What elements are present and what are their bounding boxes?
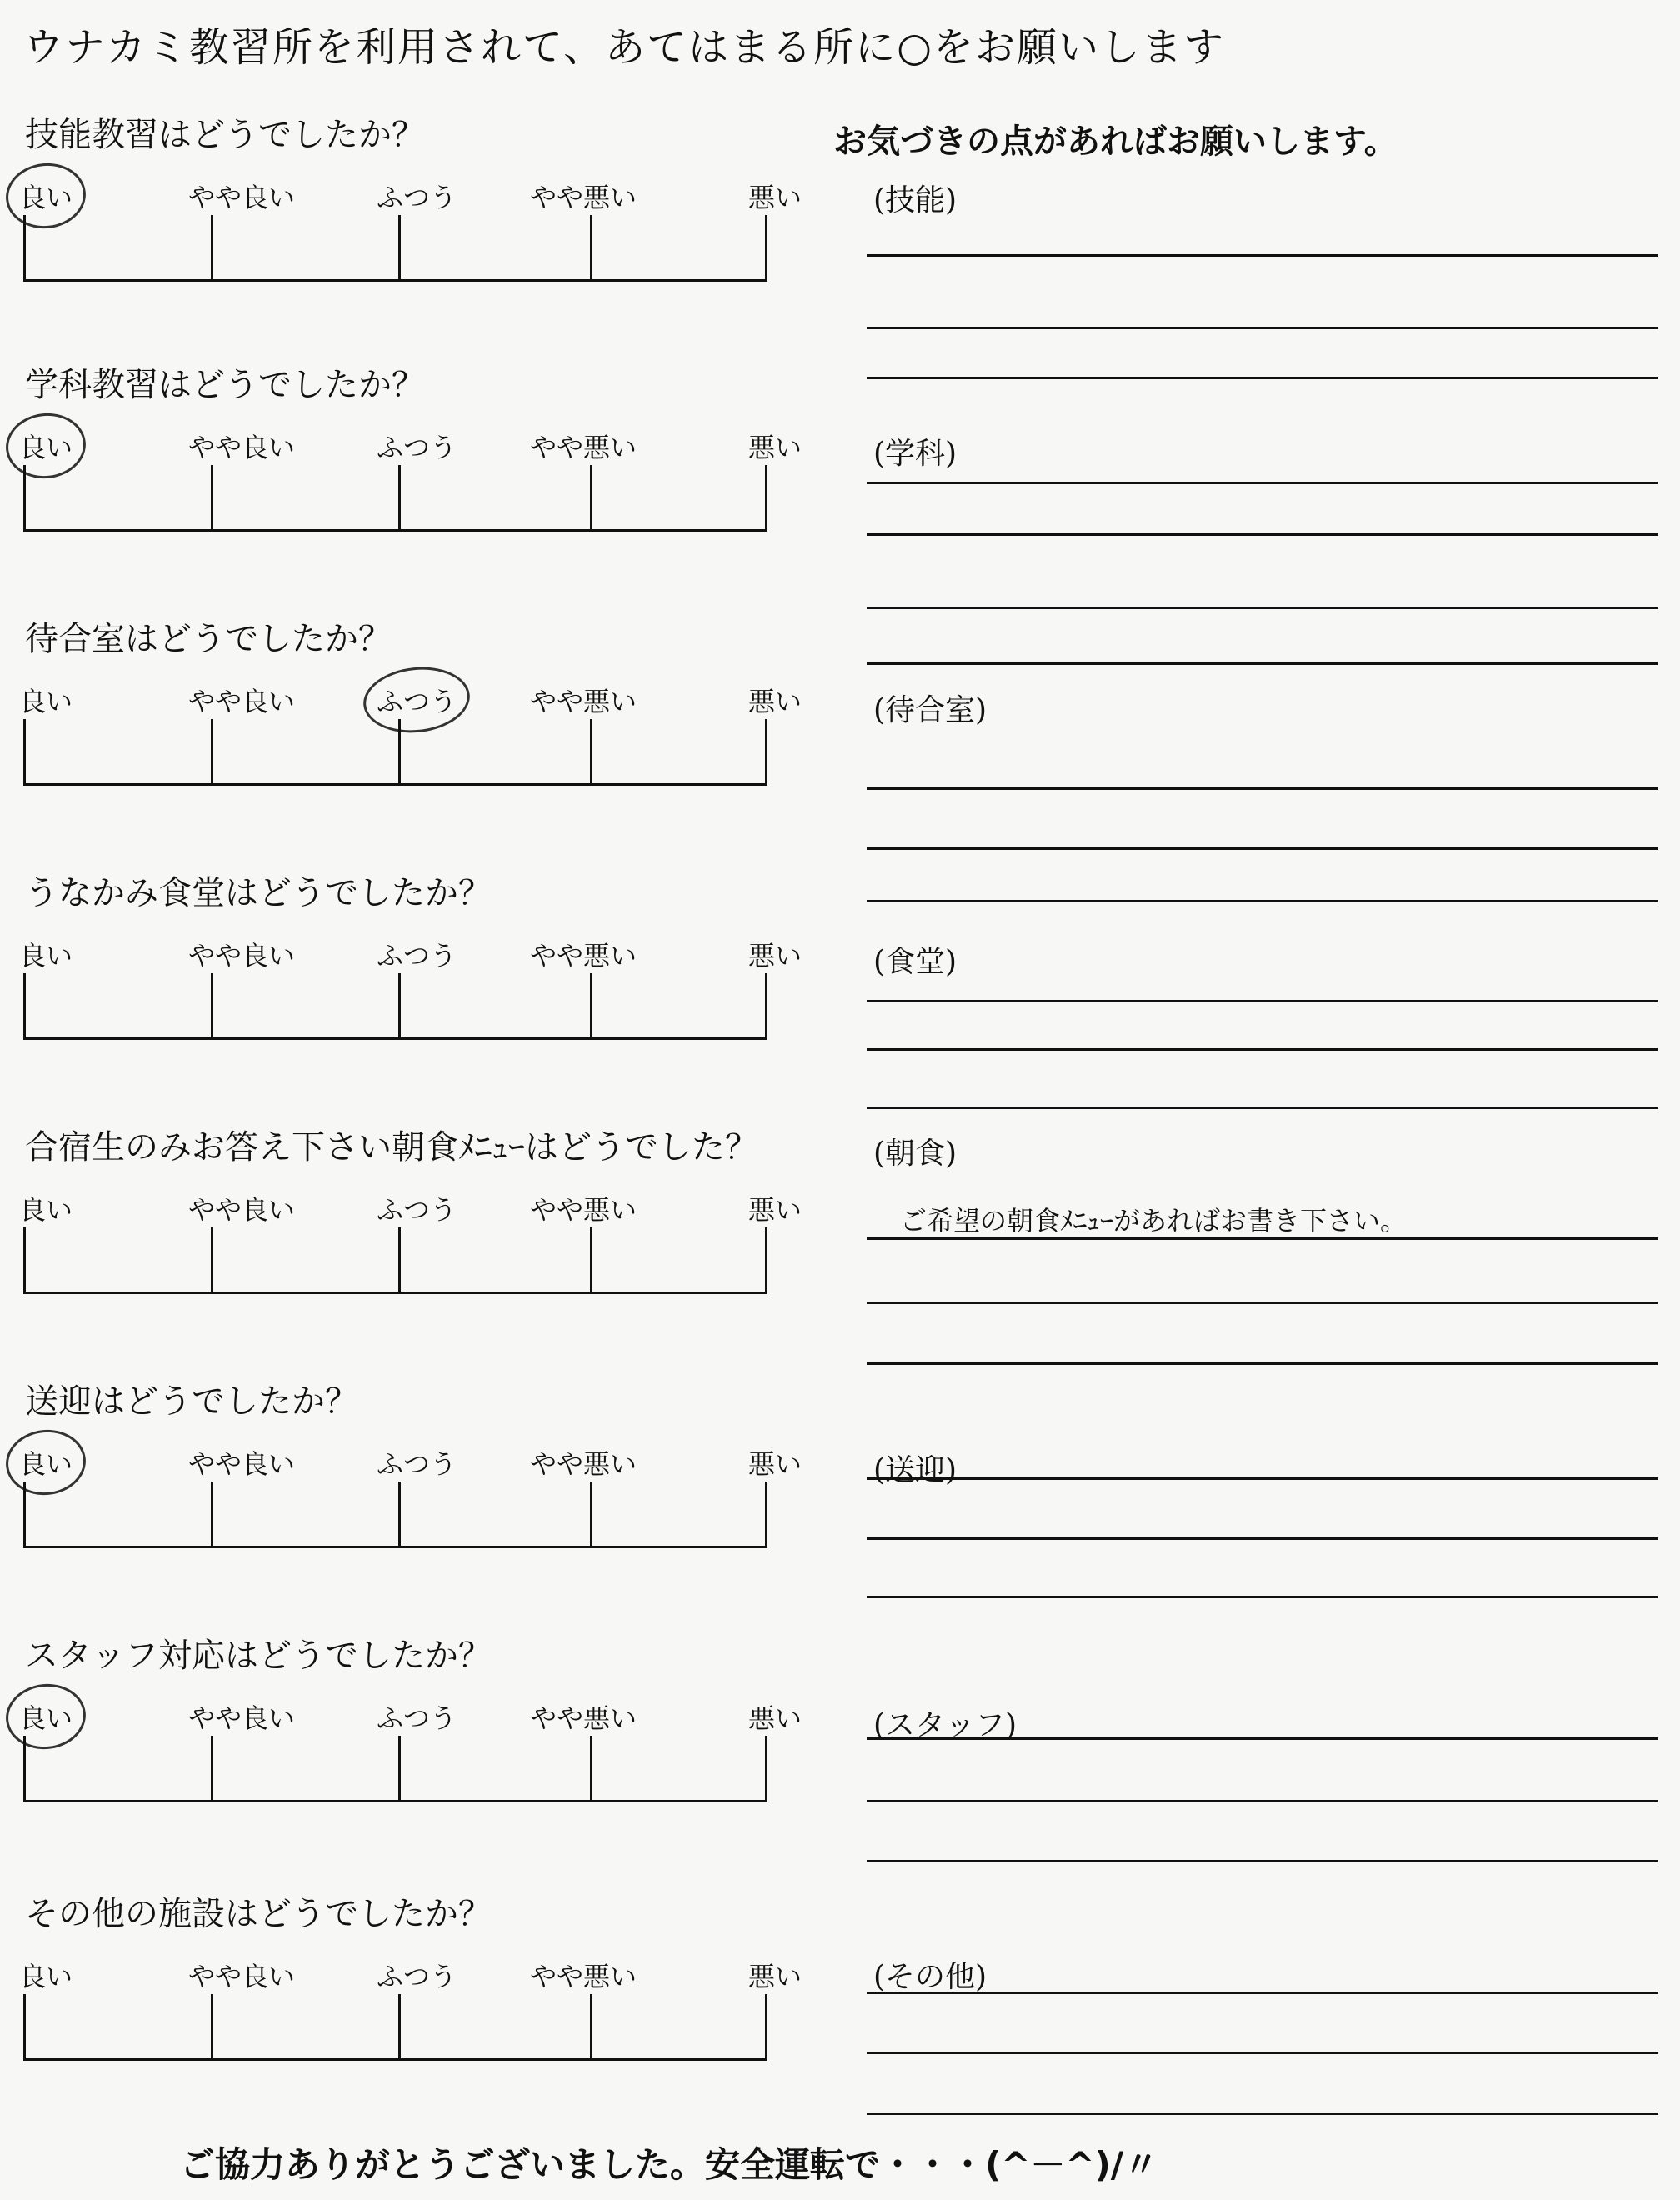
scale-baseline	[23, 1038, 765, 1040]
comment-writing-line[interactable]	[867, 607, 1658, 609]
comments-heading: お気づきの点があればお願いします。	[833, 122, 1398, 161]
rating-option[interactable]: ふつう	[376, 1961, 458, 1992]
scale-divider	[211, 465, 213, 532]
question-section	[0, 1121, 833, 1371]
rating-option[interactable]: 悪い	[748, 1702, 802, 1734]
scale-divider	[765, 719, 768, 786]
comment-writing-line[interactable]	[867, 2112, 1658, 2115]
scale-divider	[398, 1228, 401, 1294]
scale-divider	[23, 1228, 26, 1294]
scale-divider	[590, 215, 592, 282]
comment-writing-line[interactable]	[867, 788, 1658, 790]
question-text: 技能教習はどうでしたか？	[25, 116, 425, 154]
scale-divider	[23, 1482, 26, 1548]
question-section	[0, 1888, 833, 2138]
scale-divider	[211, 973, 213, 1040]
scale-divider	[211, 1228, 213, 1294]
rating-option[interactable]: やや悪い	[529, 432, 638, 463]
rating-option[interactable]: 良い	[19, 1698, 72, 1736]
question-section	[0, 358, 833, 608]
comment-writing-line[interactable]	[867, 900, 1658, 902]
comment-writing-line[interactable]	[867, 1478, 1658, 1480]
footer-thanks: ご協力ありがとうございました。安全運転で・・・(^－^)/〃	[180, 2144, 1159, 2185]
comment-label: (技能)	[873, 183, 958, 218]
rating-option[interactable]: 良い	[18, 686, 73, 718]
comment-writing-line[interactable]	[867, 533, 1658, 536]
comment-writing-line[interactable]	[867, 254, 1658, 257]
rating-option[interactable]: ふつう	[376, 1194, 458, 1226]
question-text: 待合室はどうでしたか？	[25, 620, 392, 658]
scale-divider	[590, 1482, 592, 1548]
rating-scale-boxes	[23, 215, 765, 282]
rating-option[interactable]: やや悪い	[529, 1961, 638, 1992]
question-text: 合宿生のみお答え下さい朝食ﾒﾆｭｰはどうでした？	[25, 1128, 758, 1167]
rating-scale-boxes	[23, 1482, 765, 1548]
scale-baseline	[23, 529, 765, 532]
rating-option[interactable]: やや良い	[188, 1702, 296, 1734]
scale-divider	[398, 973, 401, 1040]
rating-scale-boxes	[23, 1228, 765, 1294]
rating-option[interactable]: ふつう	[376, 432, 458, 463]
comment-label: (待合室)	[873, 693, 988, 728]
rating-option[interactable]: やや悪い	[529, 1702, 638, 1734]
comment-writing-line[interactable]	[867, 1302, 1658, 1304]
scale-divider	[590, 1994, 592, 2061]
scale-baseline	[23, 1800, 765, 1802]
rating-scale-boxes	[23, 1736, 765, 1802]
rating-option[interactable]: やや悪い	[529, 686, 638, 718]
rating-option[interactable]: やや悪い	[529, 182, 638, 213]
rating-option[interactable]: 良い	[18, 940, 73, 972]
rating-option[interactable]: 悪い	[748, 686, 802, 718]
comment-label: (朝食)	[873, 1137, 958, 1171]
rating-option[interactable]: 良い	[18, 1961, 73, 1992]
scale-divider	[23, 719, 26, 786]
scale-divider	[211, 215, 213, 282]
scale-divider	[23, 1736, 26, 1802]
scale-divider	[765, 1736, 768, 1802]
scale-divider	[211, 1736, 213, 1802]
question-text: 学科教習はどうでしたか？	[25, 366, 425, 404]
question-section	[0, 867, 833, 1117]
comment-writing-line[interactable]	[867, 1596, 1658, 1598]
scale-baseline	[23, 783, 765, 786]
scale-divider	[23, 973, 26, 1040]
form-title: ウナカミ教習所を利用されて、あてはまる所に○をお願いします	[23, 24, 1225, 71]
comment-label: (食堂)	[873, 945, 958, 979]
rating-scale-boxes	[23, 1994, 765, 2061]
scale-divider	[590, 1736, 592, 1802]
comment-writing-line[interactable]	[867, 848, 1658, 850]
rating-scale-boxes	[23, 973, 765, 1040]
breakfast-menu-prompt: ご希望の朝食ﾒﾆｭｰがあればお書き下さい。	[900, 1205, 1408, 1237]
rating-option[interactable]: ふつう	[377, 681, 457, 719]
scale-baseline	[23, 1292, 765, 1294]
scale-baseline	[23, 1546, 765, 1548]
scale-divider	[590, 1228, 592, 1294]
scale-divider	[590, 973, 592, 1040]
rating-scale-boxes	[23, 719, 765, 786]
rating-option[interactable]: やや良い	[188, 1194, 296, 1226]
question-text: その他の施設はどうでしたか？	[25, 1895, 492, 1933]
scale-divider	[398, 1736, 401, 1802]
comment-writing-line[interactable]	[867, 1538, 1658, 1540]
rating-option[interactable]: やや良い	[188, 182, 296, 213]
rating-option[interactable]: やや良い	[188, 1448, 296, 1480]
comment-writing-line[interactable]	[867, 1362, 1658, 1365]
rating-option[interactable]: やや良い	[188, 686, 296, 718]
rating-option[interactable]: ふつう	[376, 182, 458, 213]
scale-divider	[211, 719, 213, 786]
rating-option[interactable]: ふつう	[376, 940, 458, 972]
rating-option[interactable]: ふつう	[376, 1702, 458, 1734]
comment-label: (送迎)	[873, 1453, 958, 1488]
scale-divider	[398, 719, 401, 786]
question-section	[0, 1629, 833, 1879]
rating-option[interactable]: 良い	[19, 427, 72, 465]
rating-option[interactable]: 悪い	[748, 182, 802, 213]
rating-option[interactable]: 悪い	[748, 1961, 802, 1992]
comment-writing-line[interactable]	[867, 1000, 1658, 1002]
comment-writing-line[interactable]	[867, 1048, 1658, 1051]
comment-writing-line[interactable]	[867, 2052, 1658, 2054]
comment-writing-line[interactable]	[867, 1238, 1658, 1240]
scale-divider	[398, 1482, 401, 1548]
scale-divider	[211, 1482, 213, 1548]
rating-option[interactable]: やや良い	[188, 940, 296, 972]
question-section	[0, 108, 833, 358]
scale-divider	[211, 1994, 213, 2061]
scale-divider	[23, 1994, 26, 2061]
scale-divider	[398, 215, 401, 282]
rating-option[interactable]: やや良い	[188, 432, 296, 463]
question-text: うなかみ食堂はどうでしたか？	[25, 874, 492, 912]
comment-writing-line[interactable]	[867, 327, 1658, 329]
scale-divider	[765, 215, 768, 282]
question-section	[0, 612, 833, 862]
scale-divider	[765, 1482, 768, 1548]
scale-baseline	[23, 2058, 765, 2061]
rating-option[interactable]: ふつう	[376, 1448, 458, 1480]
comment-writing-line[interactable]	[867, 1860, 1658, 1862]
rating-option[interactable]: 悪い	[748, 1194, 802, 1226]
scale-divider	[765, 465, 768, 532]
rating-option[interactable]: やや良い	[188, 1961, 296, 1992]
scale-divider	[398, 465, 401, 532]
question-text: 送迎はどうでしたか？	[25, 1382, 358, 1421]
comment-writing-line[interactable]	[867, 1107, 1658, 1109]
comment-label: (学科)	[873, 437, 958, 471]
scale-divider	[765, 973, 768, 1040]
rating-option[interactable]: 良い	[19, 177, 72, 215]
scale-divider	[765, 1228, 768, 1294]
rating-option[interactable]: やや悪い	[529, 940, 638, 972]
comment-label: (スタッフ)	[873, 1708, 1018, 1742]
comment-label: (その他)	[873, 1960, 988, 1994]
question-section	[0, 1375, 833, 1625]
comment-writing-line[interactable]	[867, 1800, 1658, 1802]
rating-scale-boxes	[23, 465, 765, 532]
comment-writing-line[interactable]	[867, 377, 1658, 379]
scale-divider	[765, 1994, 768, 2061]
scale-divider	[398, 1994, 401, 2061]
question-text: スタッフ対応はどうでしたか？	[25, 1637, 492, 1675]
scale-divider	[590, 465, 592, 532]
scale-divider	[590, 719, 592, 786]
rating-option[interactable]: 悪い	[748, 940, 802, 972]
scale-divider	[23, 465, 26, 532]
rating-option[interactable]: やや悪い	[529, 1194, 638, 1226]
rating-option[interactable]: 良い	[18, 1194, 73, 1226]
scale-baseline	[23, 279, 765, 282]
comment-writing-line[interactable]	[867, 662, 1658, 665]
rating-option[interactable]: やや悪い	[529, 1448, 638, 1480]
scale-divider	[23, 215, 26, 282]
rating-option[interactable]: 悪い	[748, 432, 802, 463]
rating-option[interactable]: 良い	[19, 1443, 72, 1482]
rating-option[interactable]: 悪い	[748, 1448, 802, 1480]
comment-writing-line[interactable]	[867, 482, 1658, 484]
